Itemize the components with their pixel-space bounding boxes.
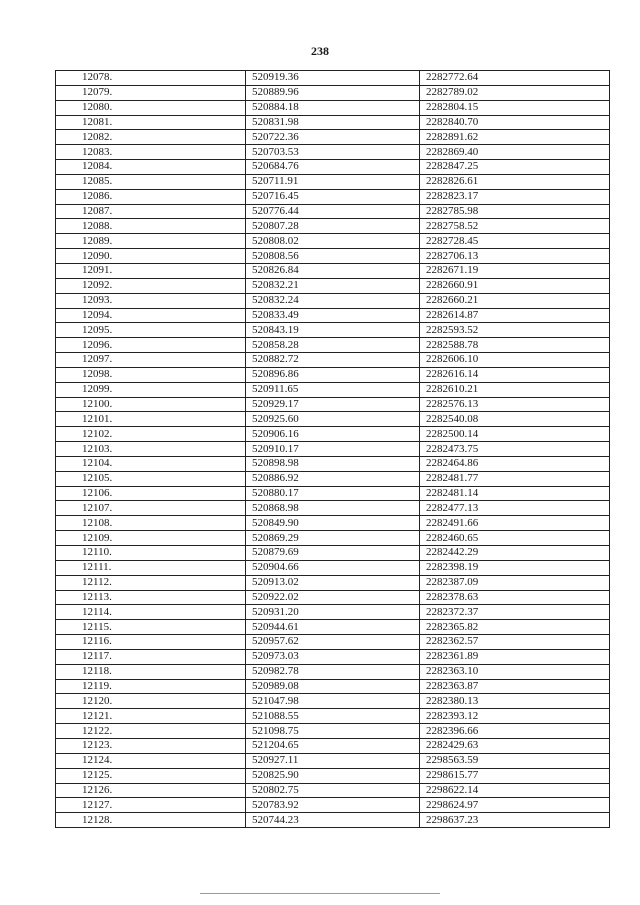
point-number-cell: 12119. [56,679,246,694]
table-row [56,486,610,501]
x-coordinate-cell: 520826.84 [246,263,420,278]
x-coordinate-cell: 521047.98 [246,694,420,709]
table-row [56,189,610,204]
point-number-cell: 12112. [56,575,246,590]
x-coordinate-cell: 520833.49 [246,308,420,323]
y-coordinate-cell: 2282393.12 [420,709,610,724]
point-number-cell: 12086. [56,189,246,204]
y-coordinate-cell: 2282785.98 [420,204,610,219]
x-coordinate-cell: 520957.62 [246,635,420,650]
point-number-cell: 12120. [56,694,246,709]
x-coordinate-cell: 520776.44 [246,204,420,219]
y-coordinate-cell: 2282398.19 [420,560,610,575]
x-coordinate-cell: 520825.90 [246,768,420,783]
y-coordinate-cell: 2282772.64 [420,71,610,86]
point-number-cell: 12126. [56,783,246,798]
y-coordinate-cell: 2282473.75 [420,442,610,457]
x-coordinate-cell: 520911.65 [246,382,420,397]
y-coordinate-cell: 2282606.10 [420,353,610,368]
x-coordinate-cell: 520858.28 [246,338,420,353]
x-coordinate-cell: 520783.92 [246,798,420,813]
coordinates-table [55,70,610,828]
point-number-cell: 12105. [56,471,246,486]
x-coordinate-cell: 520989.08 [246,679,420,694]
point-number-cell: 12121. [56,709,246,724]
y-coordinate-cell: 2282840.70 [420,115,610,130]
table-row [56,783,610,798]
x-coordinate-cell: 520906.16 [246,427,420,442]
point-number-cell: 12116. [56,635,246,650]
point-number-cell: 12103. [56,442,246,457]
point-number-cell: 12106. [56,486,246,501]
table-row [56,160,610,175]
x-coordinate-cell: 521204.65 [246,738,420,753]
y-coordinate-cell: 2282362.57 [420,635,610,650]
x-coordinate-cell: 520929.17 [246,397,420,412]
y-coordinate-cell: 2282477.13 [420,501,610,516]
point-number-cell: 12122. [56,724,246,739]
point-number-cell: 12099. [56,382,246,397]
point-number-cell: 12097. [56,353,246,368]
x-coordinate-cell: 520869.29 [246,531,420,546]
table-row [56,427,610,442]
y-coordinate-cell: 2282847.25 [420,160,610,175]
point-number-cell: 12100. [56,397,246,412]
table-row [56,353,610,368]
point-number-cell: 12127. [56,798,246,813]
x-coordinate-cell: 520919.36 [246,71,420,86]
x-coordinate-cell: 520904.66 [246,560,420,575]
x-coordinate-cell: 520931.20 [246,605,420,620]
x-coordinate-cell: 520886.92 [246,471,420,486]
x-coordinate-cell: 520684.76 [246,160,420,175]
point-number-cell: 12108. [56,516,246,531]
y-coordinate-cell: 2298622.14 [420,783,610,798]
table-row [56,71,610,86]
y-coordinate-cell: 2282823.17 [420,189,610,204]
table-row [56,635,610,650]
point-number-cell: 12102. [56,427,246,442]
y-coordinate-cell: 2282706.13 [420,249,610,264]
point-number-cell: 12089. [56,234,246,249]
y-coordinate-cell: 2282372.37 [420,605,610,620]
x-coordinate-cell: 520922.02 [246,590,420,605]
table-row [56,204,610,219]
table-row [56,249,610,264]
table-row [56,338,610,353]
table-row [56,100,610,115]
y-coordinate-cell: 2282481.77 [420,471,610,486]
point-number-cell: 12109. [56,531,246,546]
point-number-cell: 12114. [56,605,246,620]
y-coordinate-cell: 2298615.77 [420,768,610,783]
x-coordinate-cell: 520898.98 [246,456,420,471]
table-row [56,753,610,768]
point-number-cell: 12107. [56,501,246,516]
table-row [56,560,610,575]
x-coordinate-cell: 520831.98 [246,115,420,130]
table-row [56,501,610,516]
y-coordinate-cell: 2282361.89 [420,649,610,664]
x-coordinate-cell: 520913.02 [246,575,420,590]
table-row [56,546,610,561]
point-number-cell: 12083. [56,145,246,160]
y-coordinate-cell: 2282396.66 [420,724,610,739]
y-coordinate-cell: 2282540.08 [420,412,610,427]
point-number-cell: 12087. [56,204,246,219]
x-coordinate-cell: 520868.98 [246,501,420,516]
y-coordinate-cell: 2282464.86 [420,456,610,471]
y-coordinate-cell: 2282891.62 [420,130,610,145]
bottom-rule [200,893,440,894]
y-coordinate-cell: 2282500.14 [420,427,610,442]
x-coordinate-cell: 520944.61 [246,620,420,635]
point-number-cell: 12095. [56,323,246,338]
y-coordinate-cell: 2282610.21 [420,382,610,397]
table-row [56,145,610,160]
table-row [56,234,610,249]
x-coordinate-cell: 520744.23 [246,813,420,828]
table-row [56,219,610,234]
y-coordinate-cell: 2298624.97 [420,798,610,813]
table-row [56,293,610,308]
y-coordinate-cell: 2282614.87 [420,308,610,323]
x-coordinate-cell: 521098.75 [246,724,420,739]
table-row [56,531,610,546]
x-coordinate-cell: 520925.60 [246,412,420,427]
point-number-cell: 12104. [56,456,246,471]
table-row [56,590,610,605]
point-number-cell: 12113. [56,590,246,605]
point-number-cell: 12125. [56,768,246,783]
point-number-cell: 12118. [56,664,246,679]
table-row [56,724,610,739]
x-coordinate-cell: 520927.11 [246,753,420,768]
x-coordinate-cell: 520880.17 [246,486,420,501]
point-number-cell: 12091. [56,263,246,278]
table-row [56,397,610,412]
y-coordinate-cell: 2282660.21 [420,293,610,308]
x-coordinate-cell: 520982.78 [246,664,420,679]
table-row [56,709,610,724]
x-coordinate-cell: 520843.19 [246,323,420,338]
y-coordinate-cell: 2282593.52 [420,323,610,338]
x-coordinate-cell: 520808.56 [246,249,420,264]
y-coordinate-cell: 2282491.66 [420,516,610,531]
y-coordinate-cell: 2298637.23 [420,813,610,828]
point-number-cell: 12088. [56,219,246,234]
table-row [56,768,610,783]
y-coordinate-cell: 2298563.59 [420,753,610,768]
table-row [56,575,610,590]
y-coordinate-cell: 2282380.13 [420,694,610,709]
point-number-cell: 12093. [56,293,246,308]
table-row [56,85,610,100]
table-row [56,115,610,130]
point-number-cell: 12101. [56,412,246,427]
point-number-cell: 12124. [56,753,246,768]
table-row [56,798,610,813]
x-coordinate-cell: 520703.53 [246,145,420,160]
point-number-cell: 12081. [56,115,246,130]
y-coordinate-cell: 2282442.29 [420,546,610,561]
point-number-cell: 12082. [56,130,246,145]
point-number-cell: 12117. [56,649,246,664]
x-coordinate-cell: 520808.02 [246,234,420,249]
table-row [56,605,610,620]
table-row [56,664,610,679]
x-coordinate-cell: 520849.90 [246,516,420,531]
x-coordinate-cell: 521088.55 [246,709,420,724]
x-coordinate-cell: 520910.17 [246,442,420,457]
y-coordinate-cell: 2282616.14 [420,367,610,382]
y-coordinate-cell: 2282660.91 [420,278,610,293]
y-coordinate-cell: 2282363.10 [420,664,610,679]
x-coordinate-cell: 520832.21 [246,278,420,293]
table-row [56,516,610,531]
x-coordinate-cell: 520802.75 [246,783,420,798]
coordinates-table-body [56,71,610,828]
y-coordinate-cell: 2282378.63 [420,590,610,605]
point-number-cell: 12084. [56,160,246,175]
point-number-cell: 12110. [56,546,246,561]
x-coordinate-cell: 520807.28 [246,219,420,234]
point-number-cell: 12096. [56,338,246,353]
table-row [56,620,610,635]
table-row [56,442,610,457]
y-coordinate-cell: 2282728.45 [420,234,610,249]
point-number-cell: 12098. [56,367,246,382]
table-row [56,278,610,293]
page-number: 238 [311,44,329,58]
table-row [56,382,610,397]
y-coordinate-cell: 2282869.40 [420,145,610,160]
point-number-cell: 12111. [56,560,246,575]
table-row [56,456,610,471]
y-coordinate-cell: 2282365.82 [420,620,610,635]
table-row [56,679,610,694]
table-row [56,649,610,664]
point-number-cell: 12092. [56,278,246,293]
point-number-cell: 12128. [56,813,246,828]
x-coordinate-cell: 520832.24 [246,293,420,308]
x-coordinate-cell: 520882.72 [246,353,420,368]
point-number-cell: 12090. [56,249,246,264]
table-row [56,174,610,189]
table-row [56,263,610,278]
table-row [56,323,610,338]
point-number-cell: 12080. [56,100,246,115]
x-coordinate-cell: 520884.18 [246,100,420,115]
y-coordinate-cell: 2282387.09 [420,575,610,590]
x-coordinate-cell: 520973.03 [246,649,420,664]
x-coordinate-cell: 520879.69 [246,546,420,561]
y-coordinate-cell: 2282460.65 [420,531,610,546]
y-coordinate-cell: 2282826.61 [420,174,610,189]
point-number-cell: 12079. [56,85,246,100]
point-number-cell: 12115. [56,620,246,635]
y-coordinate-cell: 2282671.19 [420,263,610,278]
table-row [56,738,610,753]
y-coordinate-cell: 2282576.13 [420,397,610,412]
x-coordinate-cell: 520722.36 [246,130,420,145]
table-row [56,308,610,323]
y-coordinate-cell: 2282588.78 [420,338,610,353]
point-number-cell: 12078. [56,71,246,86]
point-number-cell: 12085. [56,174,246,189]
table-row [56,813,610,828]
point-number-cell: 12094. [56,308,246,323]
y-coordinate-cell: 2282758.52 [420,219,610,234]
y-coordinate-cell: 2282481.14 [420,486,610,501]
table-row [56,130,610,145]
table-row [56,367,610,382]
table-row [56,412,610,427]
x-coordinate-cell: 520889.96 [246,85,420,100]
y-coordinate-cell: 2282804.15 [420,100,610,115]
table-row [56,694,610,709]
table-row [56,471,610,486]
y-coordinate-cell: 2282429.63 [420,738,610,753]
x-coordinate-cell: 520711.91 [246,174,420,189]
y-coordinate-cell: 2282789.02 [420,85,610,100]
x-coordinate-cell: 520716.45 [246,189,420,204]
point-number-cell: 12123. [56,738,246,753]
y-coordinate-cell: 2282363.87 [420,679,610,694]
x-coordinate-cell: 520896.86 [246,367,420,382]
